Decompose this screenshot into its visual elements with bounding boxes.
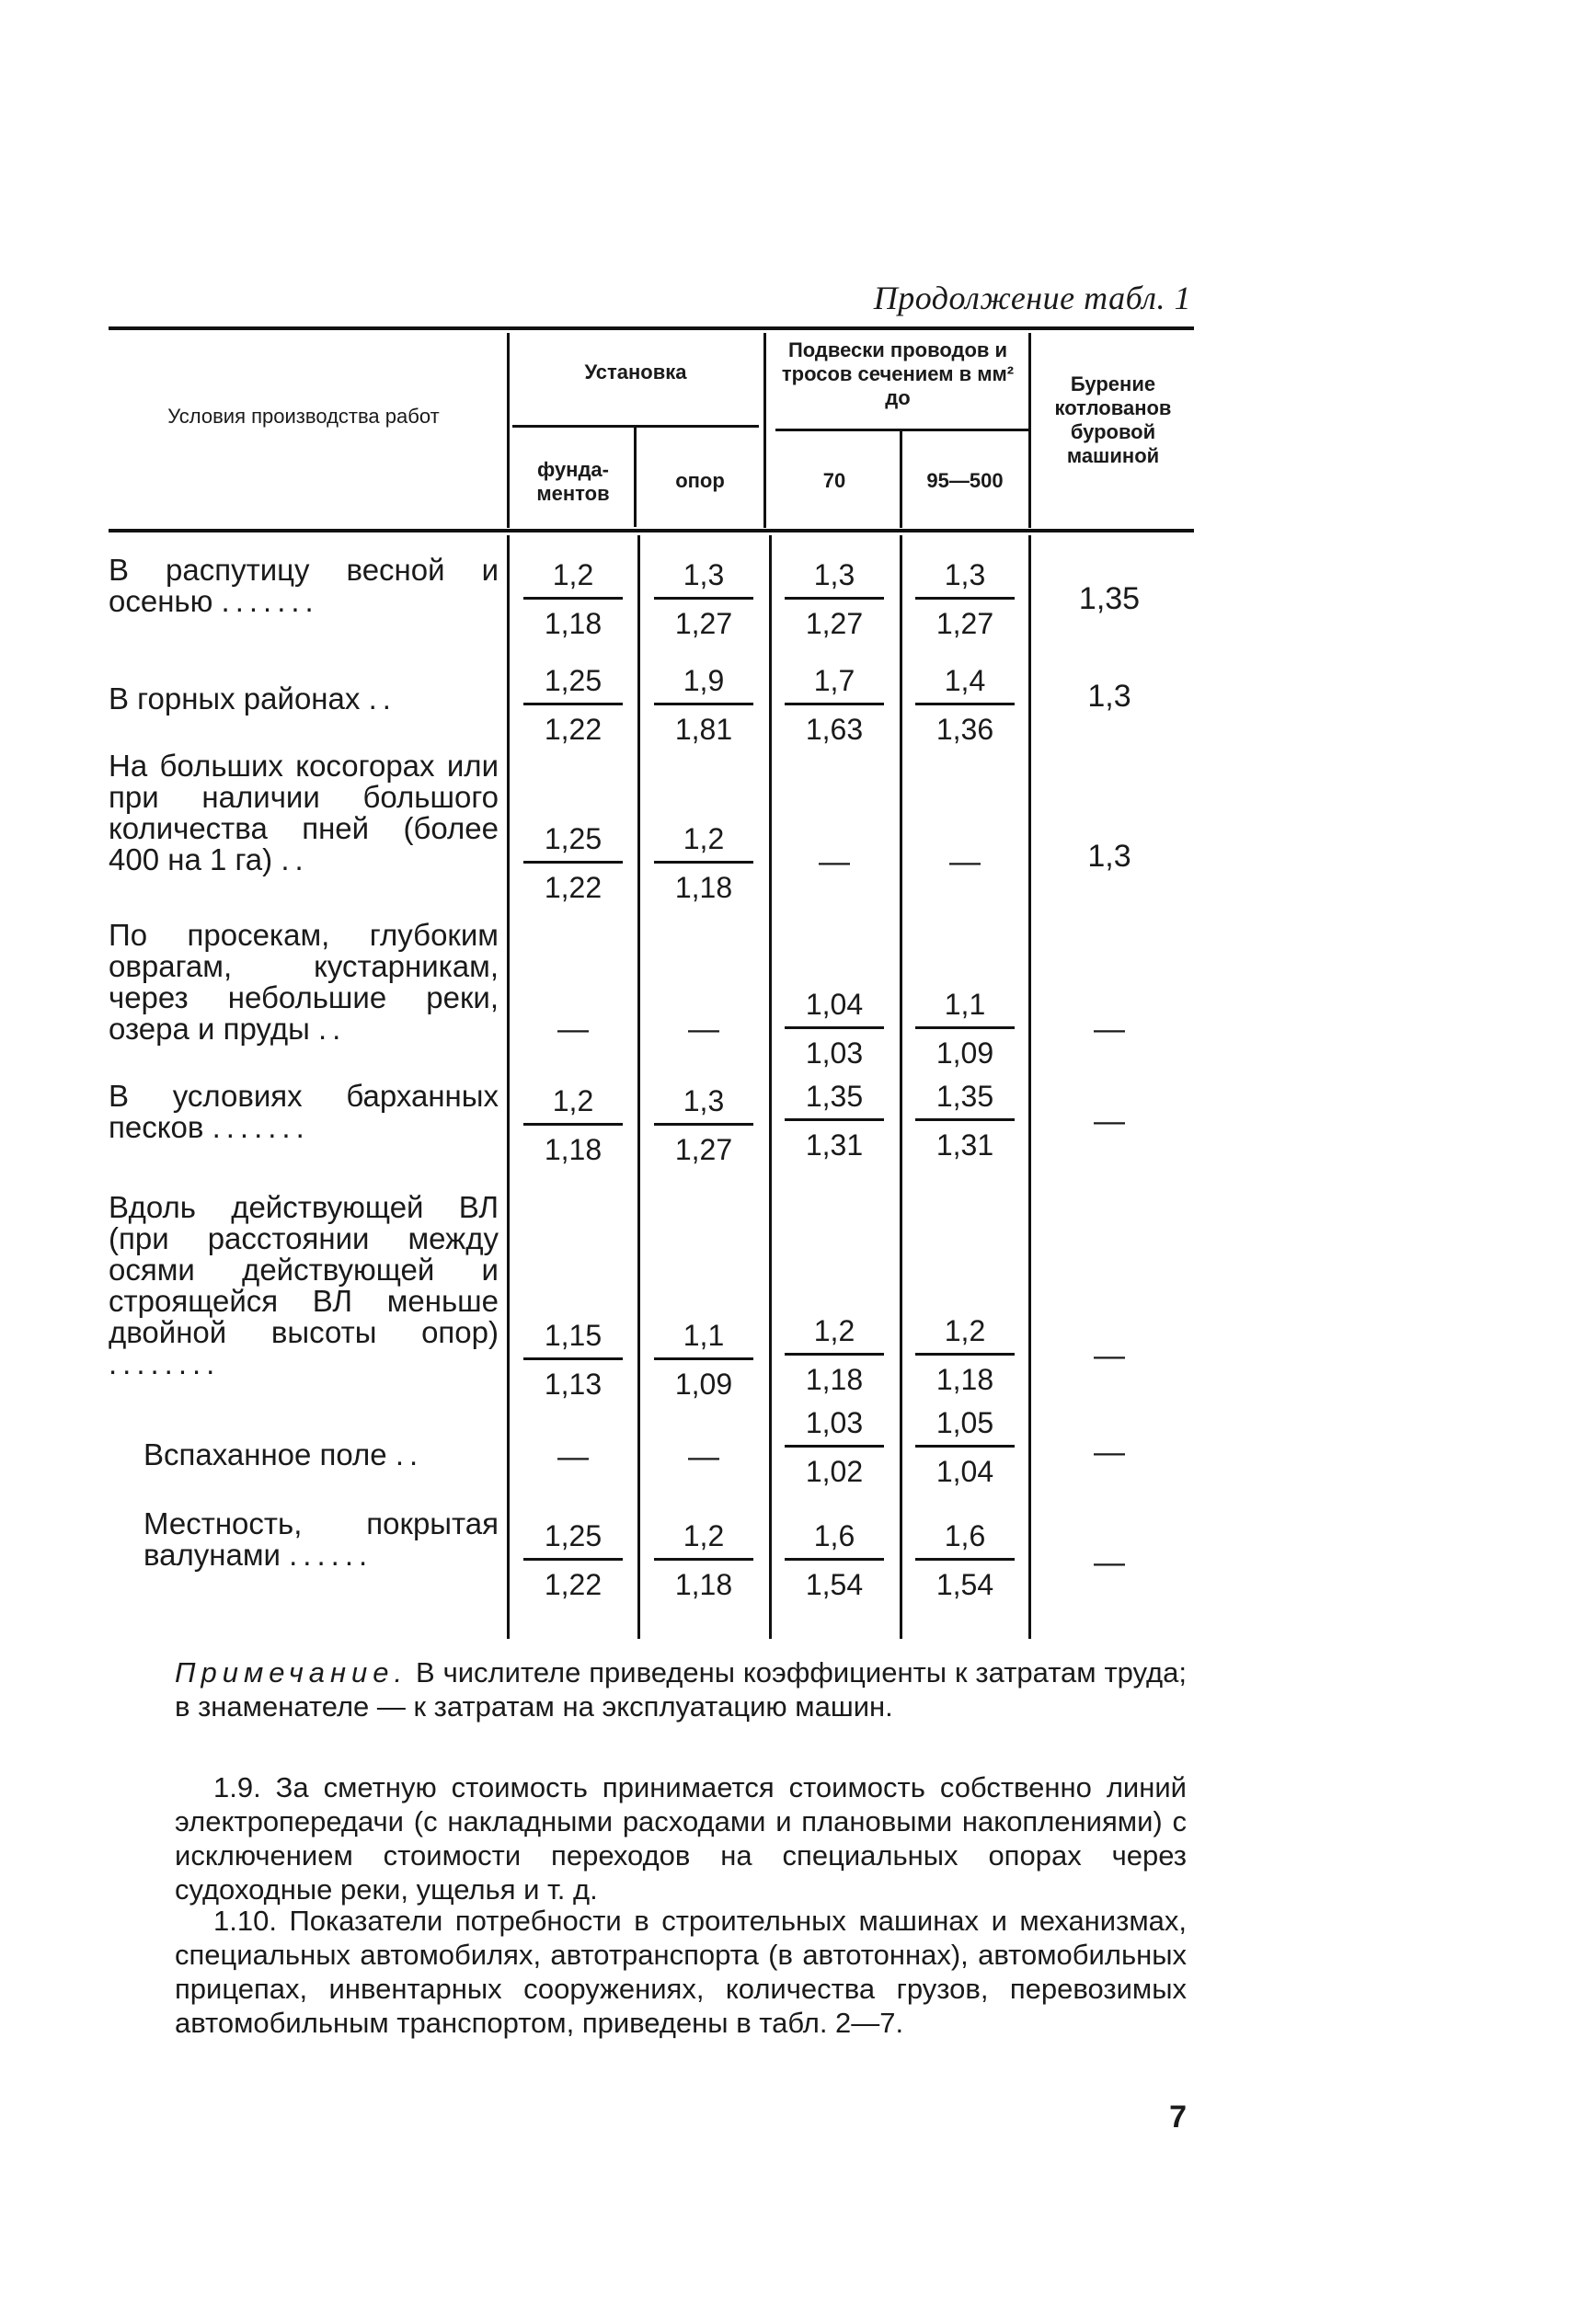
row-5-condition: В условиях барханных песков ....... <box>109 1079 499 1144</box>
row-7-supports-value: — <box>688 1439 719 1474</box>
row-4-condition: По просекам, глубоким оврагам, кустарникам, через небольшие реки, озера и пруды .. <box>109 918 499 1046</box>
row-6-drilling-value: — <box>1094 1338 1125 1373</box>
row-3-sec70-value: — <box>819 844 850 879</box>
header-suspension: Подвески проводов и тросов сечением в мм² до <box>781 338 1015 409</box>
row-1-supports-value: 1,3 1,27 <box>649 555 759 642</box>
row-7-sec70-value: 1,03 1,02 <box>779 1402 890 1490</box>
note-lead: Примечание. <box>175 1656 408 1689</box>
body-vline-1 <box>507 535 510 1639</box>
row-5-sec70-value: 1,35 1,31 <box>779 1076 890 1163</box>
table-note <box>175 1655 1187 1723</box>
row-2-drilling-value: 1,3 <box>1087 679 1131 714</box>
row-3-condition: На больших косогорах или при наличии большого количества пней (более 400 на 1 га) .. <box>109 749 499 876</box>
header-foundations: фунда-ментов <box>536 458 610 505</box>
paragraph-1-9: 1.9. За сметную стоимость принимается стоимость собственно линий электропередачи (с накладными расходами и плановыми накоплениями) с исключением стоимости переходов на специальных опорах через судоходные реки, ущелья и т. д. <box>175 1771 1187 1906</box>
row-5-sec95-value: 1,35 1,31 <box>910 1076 1020 1163</box>
row-1-sec95-value: 1,3 1,27 <box>910 555 1020 642</box>
note-text: В числителе приведены коэффициенты к затратам труда; в знаменателе — к затратам на эксплуатацию машин. <box>175 1656 1187 1723</box>
row-5-supports-value: 1,3 1,27 <box>649 1081 759 1168</box>
header-vline-4 <box>900 430 902 528</box>
row-6-sec95-value: 1,2 1,18 <box>910 1311 1020 1398</box>
page-number: 7 <box>1169 2100 1187 2135</box>
row-8-condition: Местность, покрытая валунами ...... <box>143 1506 499 1572</box>
header-conditions: Условия производства работ <box>167 405 440 428</box>
row-2-foundations-value: 1,25 1,22 <box>518 660 628 748</box>
row-6-supports-value: 1,1 1,09 <box>649 1315 759 1402</box>
row-8-sec95-value: 1,6 1,54 <box>910 1516 1020 1603</box>
row-7-foundations-value: — <box>557 1439 589 1474</box>
paragraph-1-10: 1.10. Показатели потребности в строительных машинах и механизмах, специальных автомобилях, автотранспорта (в автотоннах), автомобильных прицепах, инвентарных сооружениях, количества грузов, перевозимых автомобильным транспортом, приведены в табл. 2—7. <box>175 1905 1187 2039</box>
header-vline-5 <box>1028 333 1031 528</box>
header-sec95: 95—500 <box>926 469 1004 492</box>
row-8-drilling-value: — <box>1094 1545 1125 1580</box>
header-drilling: Бурение котлованов буровой машиной <box>1054 372 1172 467</box>
table-top-rule <box>109 326 1194 330</box>
row-2-sec95-value: 1,4 1,36 <box>910 660 1020 748</box>
row-5-foundations-value: 1,2 1,18 <box>518 1081 628 1168</box>
row-1-foundations-value: 1,2 1,18 <box>518 555 628 642</box>
header-bottom-rule <box>109 529 1194 532</box>
row-4-supports-value: — <box>688 1012 719 1047</box>
row-3-foundations-value: 1,25 1,22 <box>518 819 628 906</box>
row-6-foundations-value: 1,15 1,13 <box>518 1315 628 1402</box>
row-4-sec70-value: 1,04 1,03 <box>779 984 890 1071</box>
header-sec70: 70 <box>822 469 846 492</box>
row-6-condition: Вдоль действующей ВЛ (при расстоянии между осями действующей и строящейся ВЛ меньше двойной высоты опор) ........ <box>109 1190 499 1380</box>
row-3-sec95-value: — <box>949 844 981 879</box>
row-7-sec95-value: 1,05 1,04 <box>910 1402 1020 1490</box>
header-installation: Установка <box>584 361 687 384</box>
row-2-sec70-value: 1,7 1,63 <box>779 660 890 748</box>
row-1-drilling-value: 1,35 <box>1078 581 1141 616</box>
row-5-drilling-value: — <box>1094 1104 1125 1139</box>
row-1-condition: В распутицу весной и осенью ....... <box>109 553 499 618</box>
row-8-sec70-value: 1,6 1,54 <box>779 1516 890 1603</box>
row-4-sec95-value: 1,1 1,09 <box>910 984 1020 1071</box>
row-8-foundations-value: 1,25 1,22 <box>518 1516 628 1603</box>
body-vline-5 <box>1028 535 1031 1639</box>
row-1-sec70-value: 1,3 1,27 <box>779 555 890 642</box>
row-8-supports-value: 1,2 1,18 <box>649 1516 759 1603</box>
row-7-condition: Вспаханное поле .. <box>143 1437 424 1471</box>
body-vline-4 <box>900 535 902 1639</box>
header-vline-2 <box>634 428 637 527</box>
header-vline-3 <box>763 333 766 528</box>
row-6-sec70-value: 1,2 1,18 <box>779 1311 890 1398</box>
row-2-condition: В горных районах .. <box>109 681 396 716</box>
row-2-supports-value: 1,9 1,81 <box>649 660 759 748</box>
header-vline-1 <box>507 333 510 528</box>
row-7-drilling-value: — <box>1094 1435 1125 1470</box>
row-3-supports-value: 1,2 1,18 <box>649 819 759 906</box>
row-3-drilling-value: 1,3 <box>1087 839 1131 874</box>
header-supports: опор <box>675 469 725 492</box>
row-4-foundations-value: — <box>557 1012 589 1047</box>
body-vline-3 <box>769 535 772 1639</box>
body-vline-2 <box>637 535 640 1639</box>
table-continuation-title: Продолжение табл. 1 <box>873 280 1191 316</box>
row-4-drilling-value: — <box>1094 1012 1125 1047</box>
